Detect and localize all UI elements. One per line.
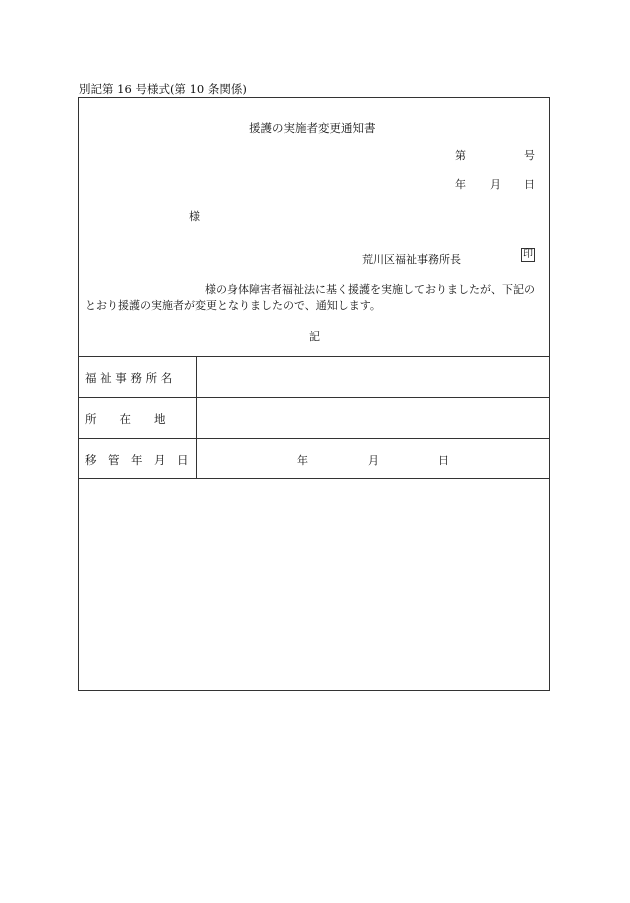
transfer-month-label: 月 — [368, 454, 379, 467]
issuer-name: 荒川区福祉事務所長 — [362, 253, 461, 266]
blank-area[interactable] — [79, 479, 549, 690]
addressee-suffix: 様 — [189, 210, 200, 223]
seal-mark: 印 — [523, 249, 533, 260]
body-text-line-1: 様の身体障害者福祉法に基く援護を実施しておりましたが、下記の — [205, 283, 535, 296]
row-label-location: 所 在 地 — [85, 412, 166, 426]
table-column-divider — [196, 356, 197, 478]
ki-heading: 記 — [309, 330, 320, 343]
date-year-label: 年 — [455, 178, 466, 191]
row-label-office-name: 福 祉 事 務 所 名 — [85, 371, 173, 385]
row-label-transfer-date: 移 管 年 月 日 — [85, 453, 189, 467]
number-prefix: 第 — [455, 149, 466, 162]
document-title: 援護の実施者変更通知書 — [249, 121, 376, 135]
body-text-line-2: とおり援護の実施者が変更となりましたので、通知します。 — [85, 299, 381, 312]
date-month-label: 月 — [490, 178, 501, 191]
table-top-border — [79, 356, 549, 357]
table-row-divider — [79, 397, 549, 398]
form-caption: 別記第 16 号様式(第 10 条関係) — [79, 82, 247, 96]
number-suffix: 号 — [524, 149, 535, 162]
notice-form — [78, 97, 550, 691]
transfer-year-label: 年 — [297, 454, 308, 467]
table-row-divider — [79, 438, 549, 439]
date-day-label: 日 — [524, 178, 535, 191]
transfer-day-label: 日 — [438, 454, 449, 467]
